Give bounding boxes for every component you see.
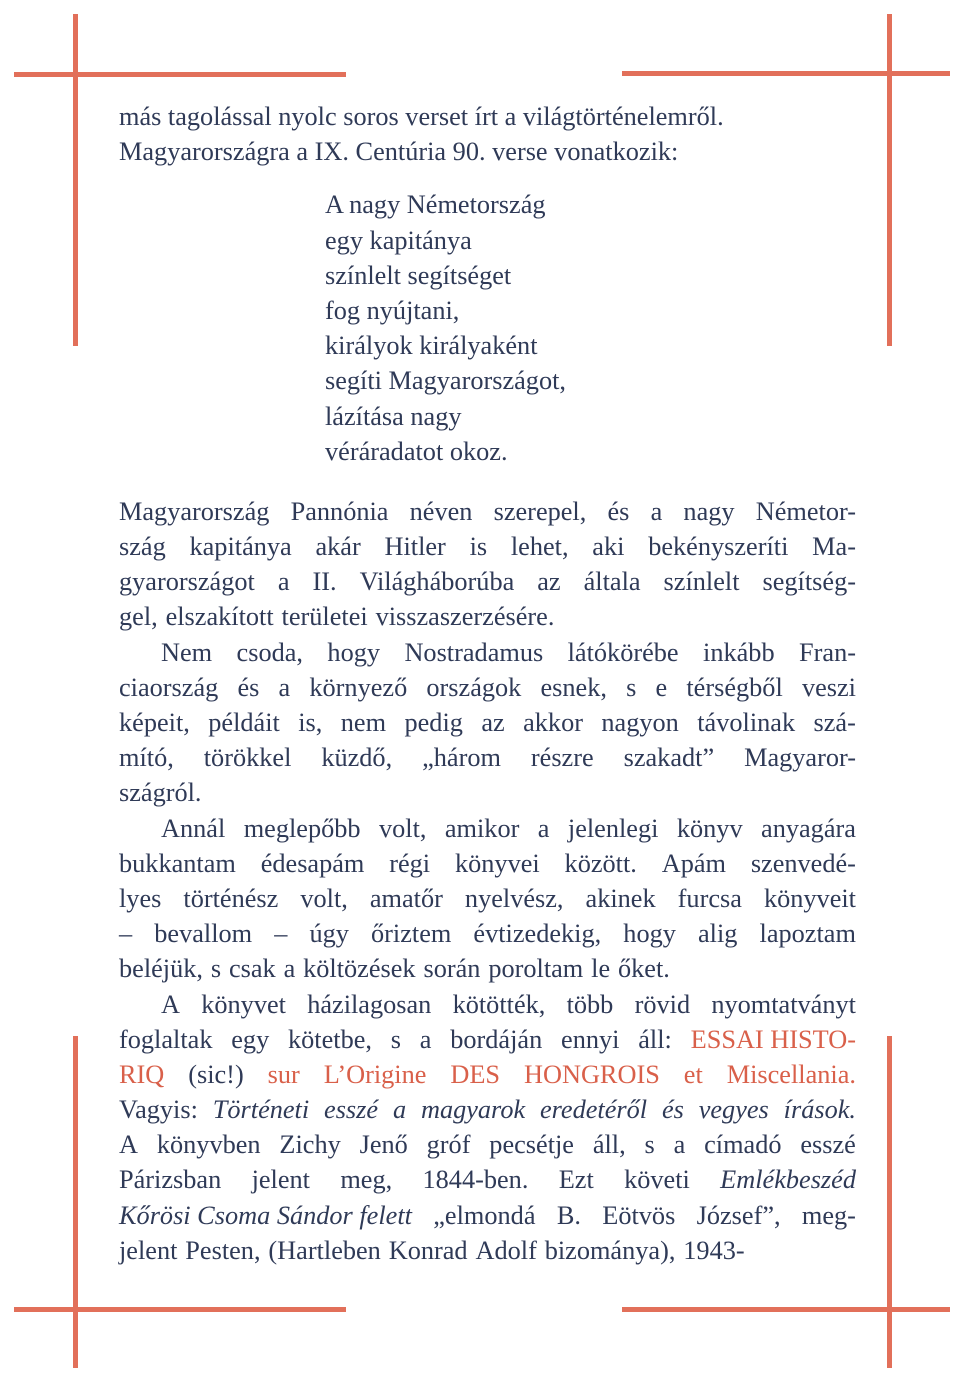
corner-rule-bottom-right-horizontal [622, 1307, 950, 1312]
word: is [469, 532, 488, 562]
word: a [392, 1095, 407, 1125]
text-line [119, 987, 856, 1022]
word: úgy [309, 919, 349, 949]
word: visszaszerzésére. [375, 602, 555, 632]
word: II. [312, 567, 337, 597]
text-line [119, 529, 856, 564]
word: szerepel, [493, 496, 587, 526]
text-line [119, 1198, 856, 1233]
word: egy [231, 1024, 270, 1054]
word: bevallom [154, 919, 253, 949]
word: bizománya), [544, 1235, 676, 1265]
poem-line: A nagy Németország [325, 190, 546, 220]
word: Konrad [388, 1235, 468, 1265]
word: példáit [208, 708, 280, 737]
word: nagy [683, 496, 735, 526]
text-line [119, 1127, 856, 1162]
text-line [119, 599, 856, 634]
corner-rule-top-left-vertical [73, 14, 78, 346]
page-body [119, 99, 856, 1268]
poem-line: királyok királyaként [325, 331, 538, 361]
word: ciaország [119, 672, 219, 702]
word: Pesten, [185, 1235, 261, 1265]
word: és [607, 496, 630, 526]
word: akár [315, 532, 361, 562]
word: az [481, 708, 505, 737]
word: hogy [623, 919, 676, 949]
word: 1943- [683, 1235, 745, 1265]
word: s [626, 672, 637, 702]
word: több [566, 989, 614, 1019]
word: látókörébe [567, 637, 679, 667]
word: 1844-ben. [422, 1165, 529, 1195]
word: jelent [251, 1165, 310, 1195]
poem-verse [119, 187, 856, 469]
word: kapitánya [189, 532, 292, 562]
word: nagyon [601, 708, 679, 737]
word: Vagyis: [119, 1095, 198, 1125]
corner-rule-bottom-left-vertical [73, 1036, 78, 1368]
word: költözések [303, 954, 416, 984]
word: volt, [300, 883, 348, 913]
word: nem [340, 708, 387, 737]
word: Pannónia [290, 496, 389, 526]
word: írások. [783, 1095, 856, 1125]
word: küzdő, [321, 743, 393, 773]
poem-line: színlelt segítséget [325, 260, 512, 290]
word: csoda, [236, 637, 303, 667]
word: Emlékbeszéd [720, 1165, 856, 1195]
word: ESSAI HISTO- [690, 1024, 856, 1054]
word: a [277, 567, 290, 597]
word: ennyi [561, 1024, 620, 1054]
corner-rule-top-right-horizontal [622, 71, 950, 76]
word: meglepőbb [243, 813, 361, 843]
word: (Hartleben [268, 1235, 381, 1265]
word: A [119, 1130, 138, 1160]
word: jelenlegi [567, 813, 659, 843]
word: et [683, 1059, 703, 1089]
word: színlelt [663, 567, 740, 597]
word: veszi [801, 672, 856, 702]
word: akkor [523, 708, 583, 737]
word: követi [624, 1165, 690, 1195]
word: József”, [696, 1200, 781, 1230]
word: édesapám [260, 848, 365, 878]
word: Hitler [384, 532, 446, 562]
word: Nostradamus [404, 637, 544, 667]
paragraph [119, 494, 856, 635]
word: kötetbe, [288, 1024, 372, 1054]
text-line [119, 916, 856, 951]
text-line [119, 1162, 856, 1197]
word: bekényszeríti [648, 532, 789, 562]
text-line: más tagolással nyolc soros verset írt a világtörténelemről. [119, 102, 724, 131]
word: képeit, [119, 708, 190, 737]
word: területei [281, 602, 368, 632]
word: amikor [444, 813, 520, 843]
text-line [119, 494, 856, 529]
word: HONGROIS [523, 1059, 660, 1089]
word: között. [564, 848, 637, 878]
word: meg- [801, 1200, 856, 1230]
word: B. [556, 1200, 581, 1230]
word: törökkel [203, 743, 292, 773]
word: Eötvös [602, 1200, 676, 1230]
word: távolinak [697, 708, 796, 737]
word: Nem [161, 637, 213, 667]
word: régi [389, 848, 431, 878]
word: hogy [327, 637, 381, 667]
word: Történeti [212, 1095, 310, 1125]
word: szakadt” [623, 743, 715, 773]
word: pecsétje [489, 1130, 574, 1160]
word: „elmondá [433, 1200, 536, 1230]
word: Ma- [812, 532, 856, 562]
text-line [119, 846, 856, 881]
word: bukkantam [119, 848, 236, 878]
word: és [661, 1095, 684, 1125]
word: rövid [634, 989, 691, 1019]
text-line [119, 1022, 856, 1057]
word: őket. [618, 954, 670, 984]
text-line [119, 951, 856, 986]
word: vegyes [698, 1095, 769, 1125]
word: bordáján [450, 1024, 543, 1054]
word: furcsa [677, 883, 742, 913]
text-line [119, 881, 856, 916]
word: foglaltak [119, 1024, 213, 1054]
word: s [644, 1130, 655, 1160]
word: házilagosan [307, 989, 432, 1019]
word: nyomtatványt [711, 989, 856, 1019]
text-line [119, 811, 856, 846]
word: lehet, [510, 532, 569, 562]
word: Magyaror- [744, 743, 856, 773]
word: évtizedekig, [473, 919, 602, 949]
word: történész [183, 883, 279, 913]
word: Németor- [755, 496, 856, 526]
word: Adolf [475, 1235, 537, 1265]
word: csak [228, 954, 276, 984]
word: beléjük, [119, 954, 203, 984]
word: szenvedé- [750, 848, 856, 878]
word: s [210, 954, 222, 984]
poem-line: segíti Magyarországot, [325, 366, 566, 396]
word: A [161, 989, 180, 1019]
word: néven [409, 496, 473, 526]
word: Apám [661, 848, 726, 878]
word: inkább [703, 637, 775, 667]
word: környező [309, 672, 408, 702]
word: gel, [119, 602, 158, 632]
word: Magyarország [119, 496, 270, 526]
paragraph [119, 811, 856, 987]
word: le [591, 954, 611, 984]
word: e [655, 672, 668, 702]
corner-rule-bottom-left-horizontal [14, 1307, 346, 1312]
word: gyarországot [119, 567, 255, 597]
word: esszé [324, 1095, 379, 1125]
poem-line: egy kapitánya [325, 225, 472, 255]
corner-rule-bottom-right-vertical [887, 1036, 892, 1368]
paragraphs [119, 494, 856, 1268]
word: RIQ [119, 1059, 165, 1089]
word: a [283, 954, 296, 984]
word: elszakított [165, 602, 274, 632]
corner-rule-top-left-horizontal [14, 72, 346, 77]
word: eredetéről [540, 1095, 648, 1125]
word: szágról. [119, 778, 202, 808]
word: és [237, 672, 260, 702]
word: lapoztam [759, 919, 856, 949]
word: alig [697, 919, 738, 949]
text-line [119, 775, 856, 810]
word: volt, [378, 813, 427, 843]
word: amatőr [369, 883, 443, 913]
word: szá- [813, 708, 856, 737]
word: Annál [161, 813, 226, 843]
paragraph [119, 635, 856, 811]
text-line [119, 670, 856, 705]
text-line [119, 1233, 856, 1268]
text-line [119, 705, 856, 740]
word: DES [450, 1059, 501, 1089]
word: meg, [340, 1165, 393, 1195]
word: anyagára [761, 813, 856, 843]
word: Jenő [359, 1130, 408, 1160]
text-line [119, 740, 856, 775]
word: mító, [119, 743, 174, 773]
word: Ezt [558, 1165, 594, 1195]
word: az [537, 567, 561, 597]
word: áll: [638, 1024, 672, 1054]
word: könyvei [454, 848, 540, 878]
word: aki [592, 532, 625, 562]
word: általa [583, 567, 641, 597]
word: – [274, 919, 288, 949]
poem-line: lázítása nagy [325, 401, 462, 431]
word: poroltam [488, 954, 584, 984]
word: „három [422, 743, 501, 773]
word: könyv [676, 813, 743, 843]
word: – [119, 919, 133, 949]
word: a [419, 1024, 432, 1054]
word: kötötték, [452, 989, 546, 1019]
word: pedig [404, 708, 463, 737]
word: szág [119, 532, 166, 562]
word: címadó [704, 1130, 782, 1160]
word: sur [267, 1059, 300, 1089]
word: országok [426, 672, 522, 702]
word: a [278, 672, 291, 702]
word: könyvet [201, 989, 286, 1019]
intro-text [119, 99, 856, 169]
word: is, [298, 708, 323, 737]
word: Miscellania. [726, 1059, 856, 1089]
word: nyelvész, [464, 883, 564, 913]
poem-line: fog nyújtani, [325, 295, 460, 325]
word: magyarok [420, 1095, 526, 1125]
corner-rule-top-right-vertical [887, 14, 892, 346]
text-line [119, 1057, 856, 1092]
word: esszé [800, 1130, 856, 1160]
word: Párizsban [119, 1165, 222, 1195]
word: a [537, 813, 550, 843]
word: a [650, 496, 663, 526]
word: segítség- [762, 567, 856, 597]
word: a [673, 1130, 686, 1160]
text-line [119, 635, 856, 670]
word: jelent [119, 1235, 178, 1265]
word: könyveit [763, 883, 856, 913]
word: Világháborúba [359, 567, 515, 597]
paragraph [119, 987, 856, 1269]
word: részre [530, 743, 594, 773]
word: Fran- [799, 637, 856, 667]
word: gróf [426, 1130, 471, 1160]
text-line [119, 564, 856, 599]
text-line: Magyarországra a IX. Centúria 90. verse vonatkozik: [119, 137, 679, 167]
word: s [390, 1024, 401, 1054]
word: során [423, 954, 481, 984]
word: (sic!) [188, 1059, 244, 1089]
word: Kőrösi Csoma Sándor felett [119, 1200, 412, 1230]
word: áll, [592, 1130, 626, 1160]
text-line [119, 1092, 856, 1127]
poem-line: véráradatot okoz. [325, 436, 508, 466]
word: térségből [686, 672, 783, 702]
word: őriztem [371, 919, 452, 949]
word: könyvben [156, 1130, 261, 1160]
word: lyes [119, 883, 162, 913]
word: Zichy [279, 1130, 341, 1160]
word: L’Origine [323, 1059, 427, 1089]
word: akinek [585, 883, 656, 913]
word: esnek, [540, 672, 607, 702]
